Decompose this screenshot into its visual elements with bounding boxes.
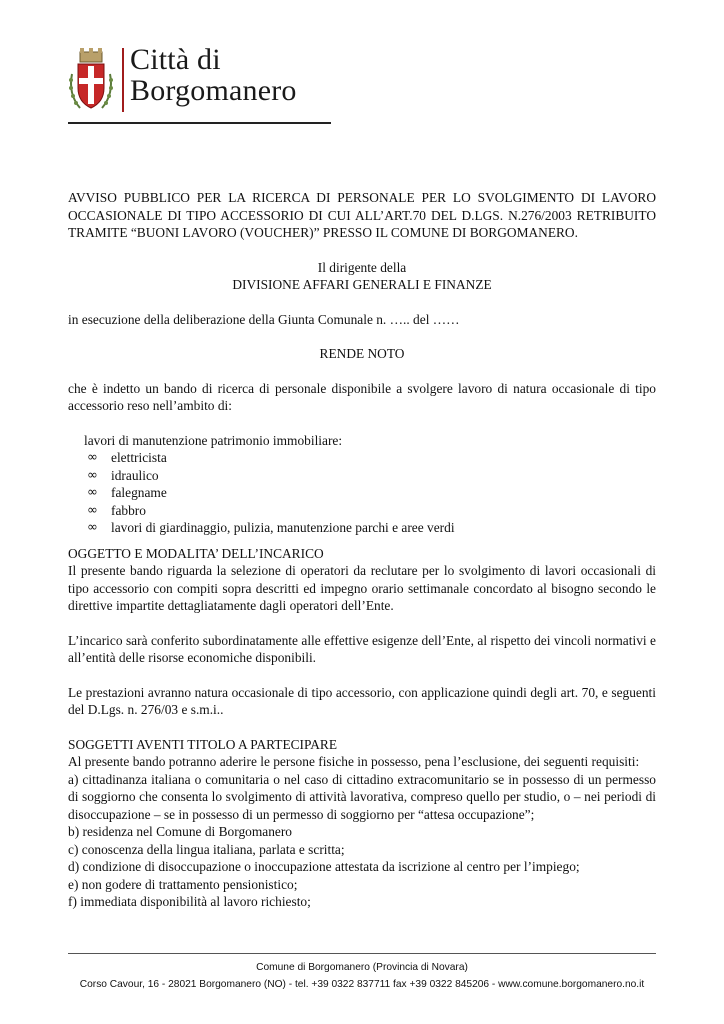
logo-wordmark bbox=[130, 44, 297, 106]
infinity-bullet-icon: ∞ bbox=[87, 485, 98, 500]
infinity-bullet-icon: ∞ bbox=[87, 467, 98, 483]
section-heading-oggetto: OGGETTO E MODALITA’ DELL’INCARICO bbox=[68, 545, 324, 561]
requirement-b: b) residenza nel Comune di Borgomanero bbox=[68, 824, 292, 839]
list-item: ∞ elettricista bbox=[87, 450, 167, 465]
city-crest-icon bbox=[66, 44, 116, 116]
requirement-a: a) cittadinanza italiana o comunitaria o nel caso di cittadino extracomunitario se in possesso di un permesso di soggiorno che consenta lo svolgimento di attività lavorativa, compreso quello per studio, o – nei periodi di disoccupazione – se in possesso di un permesso di soggiorno per “attesa occupazione”; bbox=[68, 771, 656, 822]
logo-divider bbox=[122, 48, 124, 112]
oggetto-paragraph-1: Il presente bando riguarda la selezione di operatori da reclutare per lo svolgimento di lavori occasionali di tipo accessorio con compiti sopra descritti ed impegno orario settimanale concordato al bisogno secondo le direttive impartite dettagliatamente dagli operatori dell’Ente. bbox=[68, 563, 656, 613]
city-logo bbox=[66, 44, 336, 126]
footer-line-1: Comune di Borgomanero (Provincia di Novara) bbox=[256, 962, 468, 973]
requirement-e: e) non godere di trattamento pensionistico; bbox=[68, 876, 298, 892]
soggetti-intro: Al presente bando potranno aderire le persone fisiche in possesso, pena l’esclusione, dei seguenti requisiti: bbox=[68, 754, 640, 769]
header-rule bbox=[68, 122, 331, 124]
requirement-f: f) immediata disponibilità al lavoro richiesto; bbox=[68, 894, 311, 909]
works-heading: lavori di manutenzione patrimonio immobiliare: bbox=[84, 432, 343, 448]
intro-paragraph: che è indetto un bando di ricerca di personale disponibile a svolgere lavoro di natura occasionale di tipo accessorio reso nell’ambito di: bbox=[68, 380, 656, 413]
footer-rule bbox=[68, 953, 656, 954]
rende-noto-heading: RENDE NOTO bbox=[319, 346, 405, 361]
list-item: ∞ fabbro bbox=[87, 502, 146, 518]
oggetto-paragraph-2: L’incarico sarà conferito subordinatamente alle effettive esigenze dell’Ente, al rispetto dei vincoli normativi e all’entità delle risorse economiche disponibili. bbox=[68, 632, 656, 665]
execution-line: in esecuzione della deliberazione della Giunta Comunale n. ….. del …… bbox=[68, 311, 460, 327]
section-heading-soggetti: SOGGETTI AVENTI TITOLO A PARTECIPARE bbox=[68, 736, 338, 752]
document-body bbox=[68, 189, 656, 911]
requirement-c: c) conoscenza della lingua italiana, parlata e scritta; bbox=[68, 841, 345, 857]
footer-line-2: Corso Cavour, 16 - 28021 Borgomanero (NO) - tel. +39 0322 837711 fax +39 0322 845206 - www.comune.borgomanero.no.it bbox=[79, 979, 645, 990]
infinity-bullet-icon: ∞ bbox=[87, 520, 98, 535]
notice-title: AVVISO PUBBLICO PER LA RICERCA DI PERSONALE PER LO SVOLGIMENTO DI LAVORO OCCASIONALE DI TIPO ACCESSORIO DI CUI ALL’ART.70 DEL D.LGS. N.276/2003 RETRIBUITO TRAMITE “BUONI LAVORO (VOUCHER)” PRESSO IL COMUNE DI BORGOMANERO. bbox=[68, 190, 656, 240]
list-item: ∞ falegname bbox=[87, 485, 167, 500]
infinity-bullet-icon: ∞ bbox=[87, 450, 98, 465]
logo-line-1: Città di bbox=[130, 43, 221, 76]
works-list bbox=[68, 449, 656, 537]
list-item: ∞ lavori di giardinaggio, pulizia, manutenzione parchi e aree verdi bbox=[87, 520, 455, 535]
infinity-bullet-icon: ∞ bbox=[87, 502, 98, 518]
issuer-line-2: DIVISIONE AFFARI GENERALI E FINANZE bbox=[232, 277, 492, 292]
issuer-line-1: Il dirigente della bbox=[317, 259, 407, 275]
logo-line-2: Borgomanero bbox=[130, 74, 297, 107]
requirement-d: d) condizione di disoccupazione o inoccupazione attestata da iscrizione al centro per l’impiego; bbox=[68, 859, 580, 874]
list-item: ∞ idraulico bbox=[87, 467, 159, 483]
oggetto-paragraph-3: Le prestazioni avranno natura occasionale di tipo accessorio, con applicazione quindi degli art. 70, e seguenti del D.Lgs. n. 276/03 e s.m.i.. bbox=[68, 684, 656, 717]
